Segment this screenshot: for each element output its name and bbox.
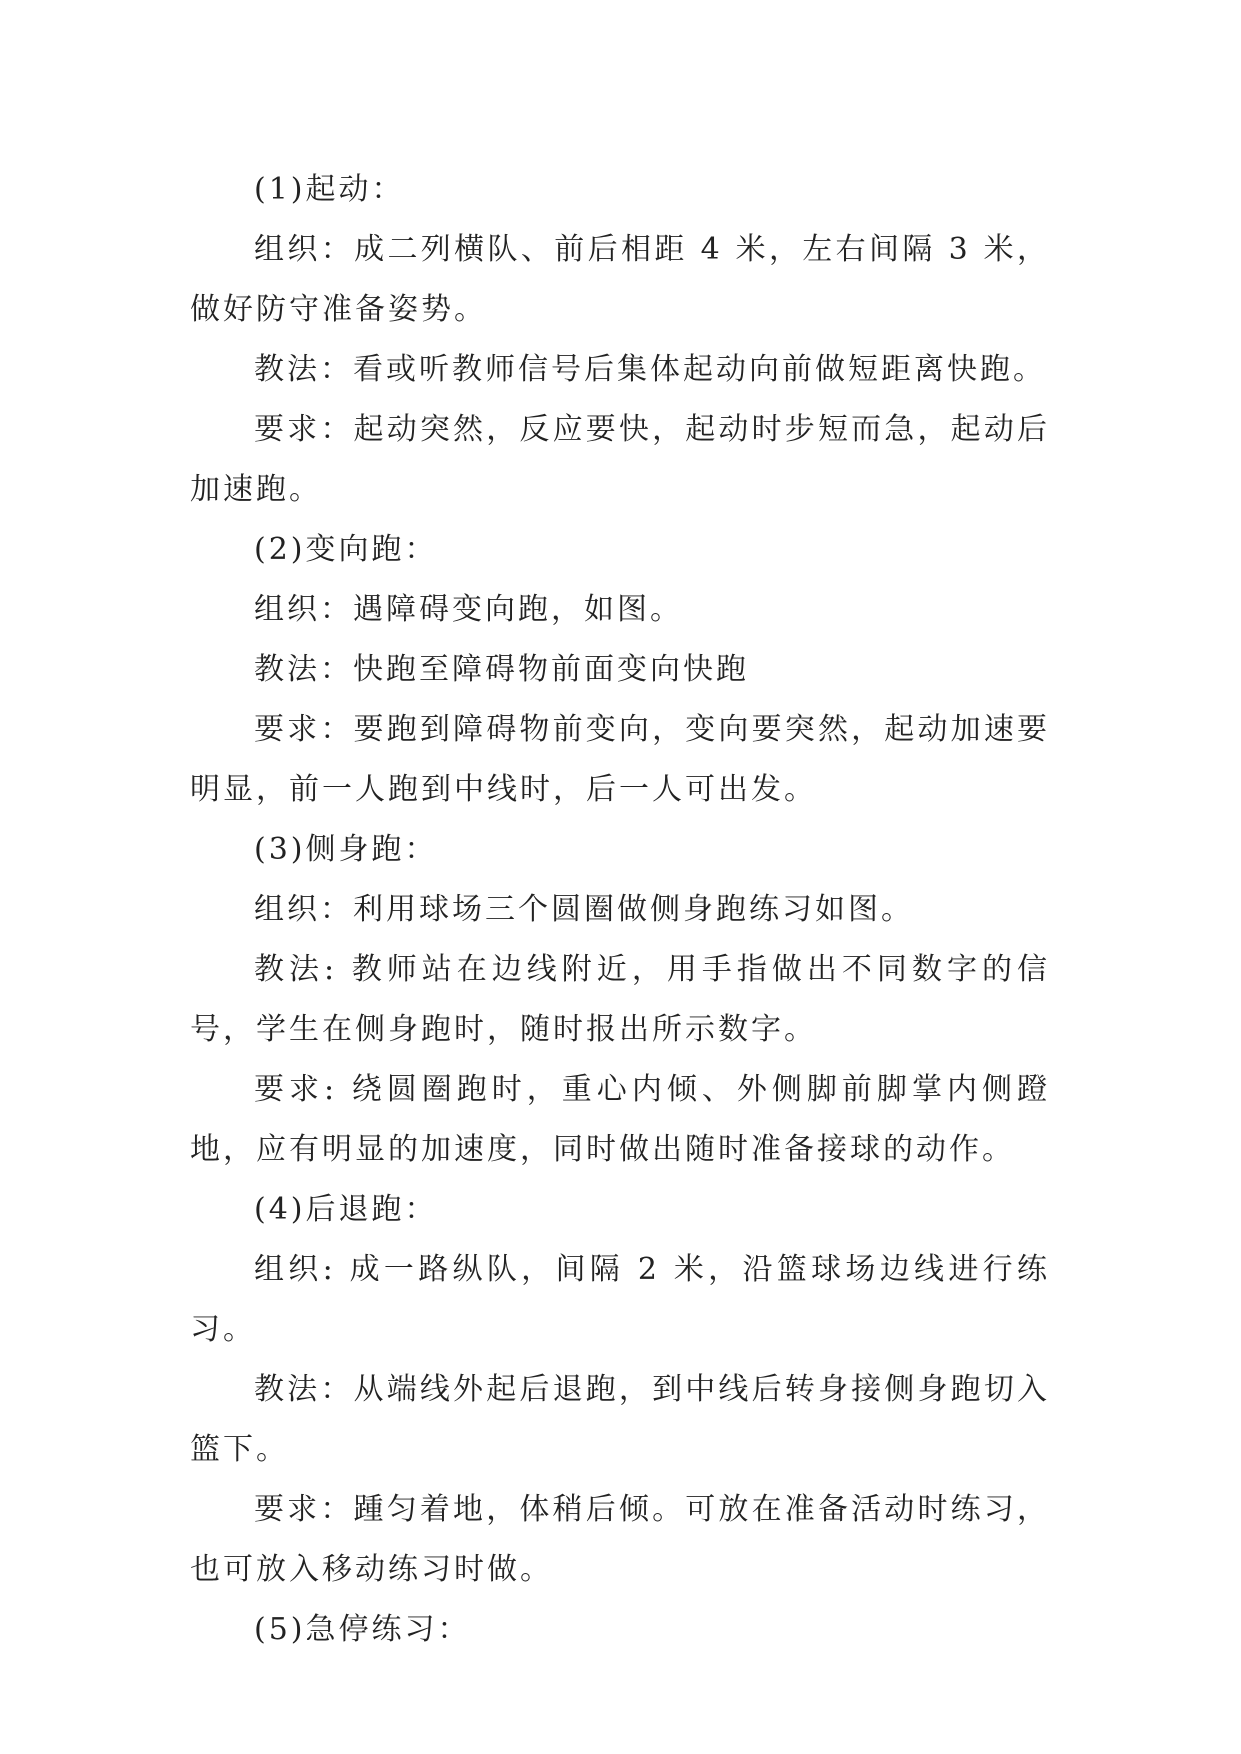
paragraph-requirement: 要求：起动突然，反应要快，起动时步短而急，起动后加速跑。 bbox=[190, 412, 1050, 507]
paragraph-organization: 组织：利用球场三个圆圈做侧身跑练习如图。 bbox=[254, 892, 914, 927]
paragraph-organization: 组织：成二列横队、前后相距 4 米，左右间隔 3 米，做好防守准备姿势。 bbox=[190, 232, 1050, 327]
heading-direction-change-run: (2)变向跑： bbox=[254, 532, 438, 567]
heading-side-run: (3)侧身跑： bbox=[254, 832, 438, 867]
paragraph-method: 教法：看或听教师信号后集体起动向前做短距离快跑。 bbox=[254, 352, 1046, 387]
heading-backward-run: (4)后退跑： bbox=[254, 1192, 438, 1227]
paragraph-requirement: 要求：要跑到障碍物前变向，变向要突然，起动加速要明显，前一人跑到中线时，后一人可出发。 bbox=[190, 712, 1050, 807]
paragraph-method: 教法：快跑至障碍物前面变向快跑 bbox=[254, 652, 749, 687]
heading-start: (1)起动： bbox=[254, 172, 405, 207]
heading-sudden-stop: (5)急停练习： bbox=[254, 1612, 471, 1647]
paragraph-organization: 组织: 成一路纵队，间隔 2 米，沿篮球场边线进行练习。 bbox=[190, 1252, 1050, 1347]
paragraph-requirement: 要求: 绕圆圈跑时，重心内倾、外侧脚前脚掌内侧蹬地，应有明显的加速度，同时做出随时准备接球的动作。 bbox=[190, 1072, 1050, 1167]
paragraph-method: 教法: 教师站在边线附近，用手指做出不同数字的信号，学生在侧身跑时，随时报出所示数字。 bbox=[190, 952, 1050, 1047]
paragraph-method: 教法：从端线外起后退跑，到中线后转身接侧身跑切入篮下。 bbox=[190, 1372, 1050, 1467]
document-body bbox=[190, 160, 1050, 1660]
paragraph-organization: 组织：遇障碍变向跑，如图。 bbox=[254, 592, 683, 627]
paragraph-requirement: 要求：踵匀着地，体稍后倾。可放在准备活动时练习，也可放入移动练习时做。 bbox=[190, 1492, 1050, 1587]
